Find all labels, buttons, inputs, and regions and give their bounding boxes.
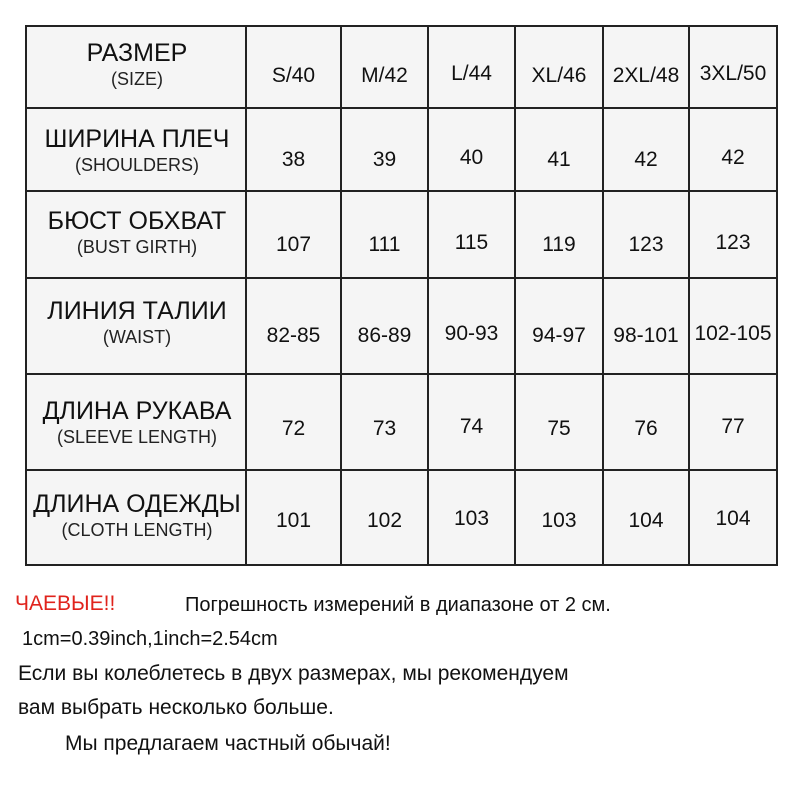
tolerance-note: Погрешность измерений в диапазоне от 2 см. [185, 594, 611, 616]
table-cell: 111 [368, 233, 401, 256]
size-column-header: S/40 [271, 64, 316, 87]
row-label-bust [27, 207, 247, 259]
custom-note: Мы предлагаем частный обычай! [65, 732, 391, 755]
row-label-en: (SHOULDERS) [74, 155, 199, 175]
row-label-ru: БЮСТ ОБХВАТ [47, 207, 227, 235]
table-cell: 102 [366, 509, 403, 532]
row-label-sleeve [27, 397, 247, 449]
row-label-en: (CLOTH LENGTH) [61, 520, 213, 540]
row-label-en: (BUST GIRTH) [76, 237, 198, 257]
size-column-header: 3XL/50 [699, 62, 767, 85]
table-cell: 104 [628, 509, 664, 532]
table-cell: 42 [721, 146, 745, 169]
table-cell: 98-101 [613, 324, 679, 347]
table-cell: 72 [281, 417, 306, 440]
size-header-en: (SIZE) [111, 69, 163, 89]
table-cell: 73 [372, 417, 397, 440]
conversion-note: 1cm=0.39inch,1inch=2.54cm [22, 628, 278, 650]
size-column-header: M/42 [361, 64, 408, 87]
table-cell: 42 [634, 148, 658, 171]
table-cell: 86-89 [357, 324, 412, 347]
row-label-shoulders [27, 125, 247, 177]
row-label-cloth-length [27, 490, 247, 542]
size-column-header: 2XL/48 [612, 64, 680, 87]
size-column-header: XL/46 [531, 64, 587, 87]
advice-line-1: Если вы колеблетесь в двух размерах, мы рекомендуем [18, 662, 569, 685]
row-label-ru: ШИРИНА ПЛЕЧ [44, 125, 230, 153]
table-cell: 103 [453, 507, 490, 530]
table-cell: 40 [459, 146, 484, 169]
row-label-ru: ДЛИНА РУКАВА [42, 397, 232, 425]
advice-line-2: вам выбрать несколько больше. [18, 696, 334, 719]
table-cell: 82-85 [266, 324, 321, 347]
row-divider [27, 277, 776, 279]
row-divider [27, 469, 776, 471]
table-cell: 94-97 [532, 324, 586, 347]
table-cell: 101 [275, 509, 312, 532]
row-divider [27, 107, 776, 109]
table-cell: 74 [459, 415, 484, 438]
row-label-en: (WAIST) [102, 327, 172, 347]
row-label-en: (SLEEVE LENGTH) [56, 427, 218, 447]
table-cell: 102-105 [694, 322, 772, 345]
row-label-ru: ЛИНИЯ ТАЛИИ [47, 297, 227, 325]
table-cell: 115 [454, 231, 489, 254]
table-cell: 38 [281, 148, 306, 171]
table-cell: 39 [372, 148, 397, 171]
table-cell: 76 [634, 417, 658, 440]
size-chart-table [25, 25, 778, 566]
row-divider [27, 373, 776, 375]
warning-label: ЧАЕВЫЕ!! [15, 592, 116, 615]
row-divider [27, 190, 776, 192]
table-cell: 90-93 [444, 322, 499, 345]
table-cell: 123 [715, 231, 751, 254]
table-cell: 77 [721, 415, 745, 438]
row-label-ru: ДЛИНА ОДЕЖДЫ [33, 490, 241, 518]
size-header-label [27, 39, 247, 91]
table-cell: 75 [547, 417, 571, 440]
size-header-ru: РАЗМЕР [86, 39, 188, 67]
table-cell: 103 [541, 509, 577, 532]
table-cell: 123 [628, 233, 664, 256]
table-cell: 104 [715, 507, 751, 530]
size-column-header: L/44 [451, 62, 492, 85]
table-cell: 41 [547, 148, 571, 171]
table-cell: 107 [275, 233, 312, 256]
row-label-waist [27, 297, 247, 349]
table-cell: 119 [542, 233, 576, 256]
